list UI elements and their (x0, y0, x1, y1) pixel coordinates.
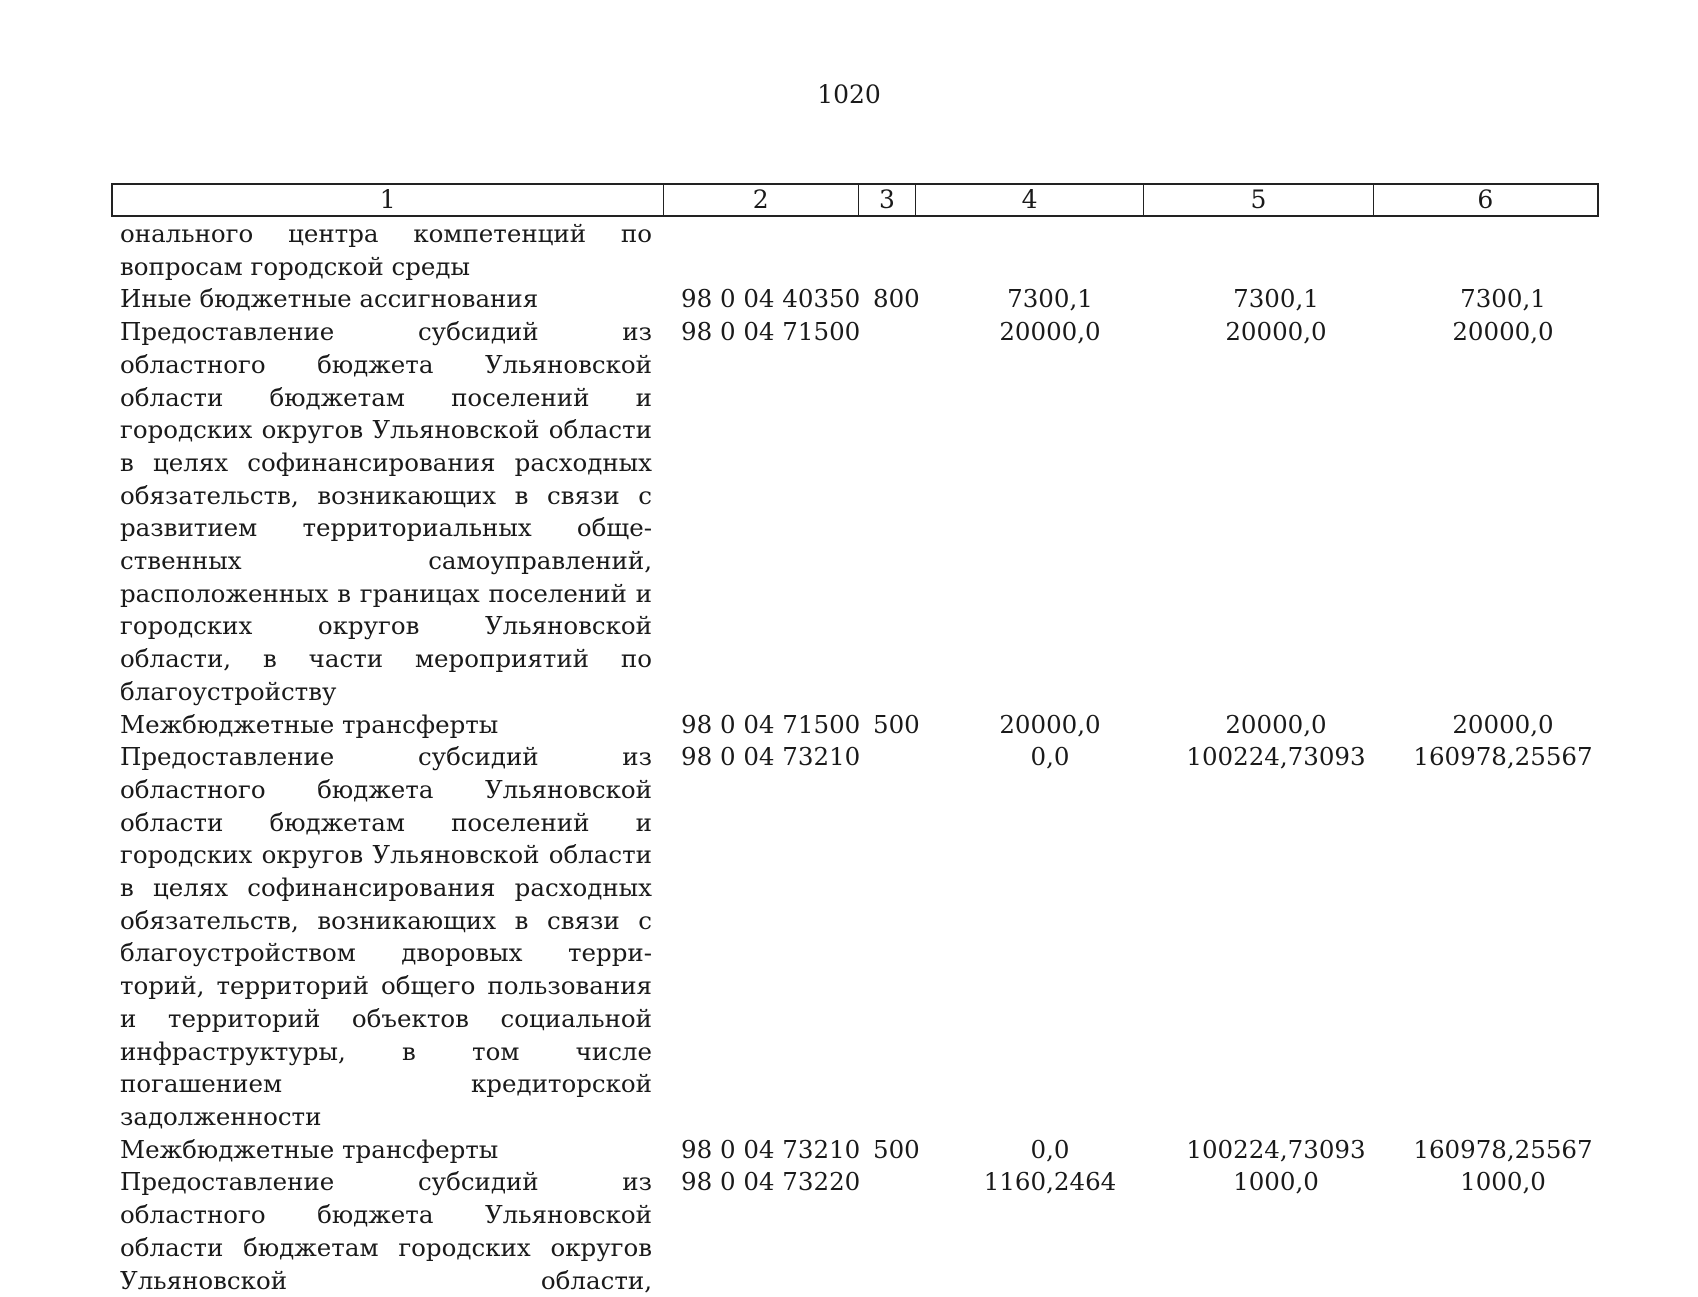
row-code: 98 0 04 71500 (681, 317, 861, 347)
row-value-4: 20000,0 (999, 317, 1101, 347)
row-code: 98 0 04 73220 (681, 1167, 861, 1197)
row-type: 800 (873, 284, 920, 314)
header-col-2: 2 (664, 185, 859, 215)
table-row (120, 218, 1617, 283)
row-value-6: 160978,25567 (1413, 1134, 1593, 1164)
row-type: 500 (873, 1134, 920, 1164)
row-value-4: 7300,1 (1007, 284, 1093, 314)
header-col-3: 3 (859, 185, 916, 215)
row-value-5: 100224,73093 (1186, 1134, 1366, 1164)
row-code: 98 0 04 73210 (681, 742, 861, 772)
row-value-4: 0,0 (1030, 742, 1070, 772)
row-code: 98 0 04 40350 (681, 284, 861, 314)
row-type: 500 (873, 709, 920, 739)
row-code: 98 0 04 73210 (681, 1134, 861, 1164)
row-value-4: 1160,2464 (983, 1167, 1117, 1197)
row-value-5: 100224,73093 (1186, 742, 1366, 772)
row-value-5: 20000,0 (1225, 317, 1327, 347)
row-name: Иные бюджетные ассигнования (120, 284, 539, 314)
table-body (120, 218, 1617, 1297)
header-col-6: 6 (1477, 185, 1494, 214)
row-name: онального центра компетенций по вопросам городской среды (120, 219, 652, 281)
row-value-6: 7300,1 (1460, 284, 1546, 314)
row-name: Предоставление субсидий из областного бюджета Ульяновской области бюджетам городских округов Ульяновской области, (120, 1167, 652, 1295)
page-number: 1020 (817, 80, 881, 109)
table-header (111, 183, 1599, 217)
row-value-6: 160978,25567 (1413, 742, 1593, 772)
row-value-4: 20000,0 (999, 709, 1101, 739)
row-value-4: 0,0 (1030, 1134, 1070, 1164)
row-name: Предоставление субсидий из областного бюджета Ульяновской области бюджетам поселений и городских округов Ульяновской области в целях софинансирования расходных обязательств, возникающих в связи с благоустройством дворовых территорий, территорий общего пользования и территорий объектов социальной инфраструктуры, в том числе погашением кредиторской задолженности (120, 742, 652, 1131)
row-code: 98 0 04 71500 (681, 709, 861, 739)
header-col-4: 4 (916, 185, 1144, 215)
header-col-5: 5 (1144, 185, 1373, 215)
row-name: Межбюджетные трансферты (120, 1134, 499, 1164)
row-name: Предоставление субсидий из областного бюджета Ульяновской области бюджетам поселений и городских округов Ульяновской области в целях софинансирования расходных обязательств, возникающих в связи с развитием территориальных общественных самоуправлений, расположенных в границах поселений и городских округов Ульяновской области, в части мероприятий по благоустройству (120, 317, 652, 706)
table-row (120, 283, 1617, 316)
row-name: Межбюджетные трансферты (120, 709, 499, 739)
table-row (120, 316, 1617, 708)
table-row (120, 741, 1617, 1133)
row-value-6: 20000,0 (1452, 709, 1554, 739)
row-value-6: 1000,0 (1460, 1167, 1546, 1197)
table-row (120, 709, 1617, 742)
row-value-5: 1000,0 (1233, 1167, 1319, 1197)
row-value-6: 20000,0 (1452, 317, 1554, 347)
row-value-5: 20000,0 (1225, 709, 1327, 739)
table-row (120, 1166, 1617, 1297)
table-row (120, 1134, 1617, 1167)
header-col-1: 1 (113, 185, 664, 215)
row-value-5: 7300,1 (1233, 284, 1319, 314)
